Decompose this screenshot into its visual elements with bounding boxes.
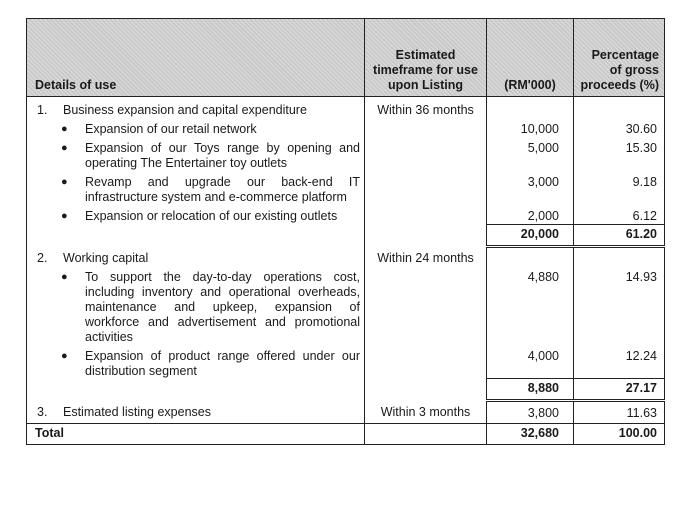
section-number: 3.: [37, 404, 48, 419]
subtotal-row: [27, 379, 665, 401]
item-percentage: 9.18: [574, 171, 665, 205]
section-timeframe: Within 24 months: [365, 247, 487, 266]
table-row: [27, 266, 665, 345]
item-percentage: 30.60: [574, 118, 665, 137]
item-percentage: 14.93: [574, 266, 665, 345]
section-number: 1.: [37, 103, 48, 117]
section-row-working-capital: [27, 247, 665, 266]
table-row: [27, 118, 665, 137]
section-timeframe: Within 36 months: [365, 97, 487, 119]
section-row-listing-expenses: [27, 401, 665, 424]
section-label: Estimated listing expenses: [63, 404, 211, 419]
item-rm-value: 4,880: [487, 266, 574, 345]
subtotal-rm: 20,000: [487, 225, 574, 247]
item-text: Expansion of our retail network: [85, 122, 257, 136]
subtotal-percentage: 61.20: [574, 225, 665, 247]
item-rm-value: 2,000: [487, 205, 574, 225]
section-timeframe: Within 3 months: [365, 401, 487, 424]
header-percentage: Percentage of gross proceeds (%): [574, 19, 665, 97]
item-percentage: 12.24: [574, 345, 665, 379]
item-percentage: 11.63: [574, 401, 665, 424]
total-label: Total: [27, 423, 365, 444]
header-rm-thousand: (RM'000): [487, 19, 574, 97]
item-percentage: 15.30: [574, 137, 665, 171]
item-text: Expansion or relocation of our existing outlets: [85, 209, 338, 223]
item-text: Revamp and upgrade our back-end IT infrastructure system and e-commerce platform: [85, 175, 360, 204]
table-row: [27, 205, 665, 225]
header-details-of-use: Details of use: [27, 19, 365, 97]
section-label: Business expansion and capital expenditure: [63, 103, 307, 117]
bullet-icon: ●: [61, 123, 68, 135]
total-row: [27, 423, 665, 444]
total-percentage: 100.00: [574, 423, 665, 444]
subtotal-rm: 8,880: [487, 379, 574, 401]
table-row: [27, 137, 665, 171]
section-number: 2.: [37, 250, 48, 265]
header-row: [27, 19, 665, 97]
bullet-icon: ●: [61, 349, 68, 362]
item-rm-value: 4,000: [487, 345, 574, 379]
item-rm-value: 5,000: [487, 137, 574, 171]
item-rm-value: 3,800: [487, 401, 574, 424]
subtotal-percentage: 27.17: [574, 379, 665, 401]
item-text: To support the day-to-day operations cost, including inventory and operational overheads, maintenance and upkeep, expansion of workforce and advertisement and promotional activities: [85, 269, 360, 344]
item-percentage: 6.12: [574, 205, 665, 225]
table-row: [27, 171, 665, 205]
utilisation-of-proceeds-table: [26, 18, 665, 445]
item-rm-value: 3,000: [487, 171, 574, 205]
subtotal-row: [27, 225, 665, 247]
header-timeframe: Estimated timeframe for use upon Listing: [365, 19, 487, 97]
bullet-icon: ●: [61, 142, 68, 154]
bullet-icon: ●: [61, 210, 68, 222]
table-row: [27, 345, 665, 379]
item-rm-value: 10,000: [487, 118, 574, 137]
bullet-icon: ●: [61, 176, 68, 188]
section-label: Working capital: [63, 250, 149, 265]
bullet-icon: ●: [61, 270, 68, 283]
total-rm: 32,680: [487, 423, 574, 444]
section-row-business-expansion: [27, 97, 665, 119]
item-text: Expansion of product range offered under our distribution segment: [85, 348, 360, 378]
item-text: Expansion of our Toys range by opening and operating The Entertainer toy outlets: [85, 141, 360, 170]
